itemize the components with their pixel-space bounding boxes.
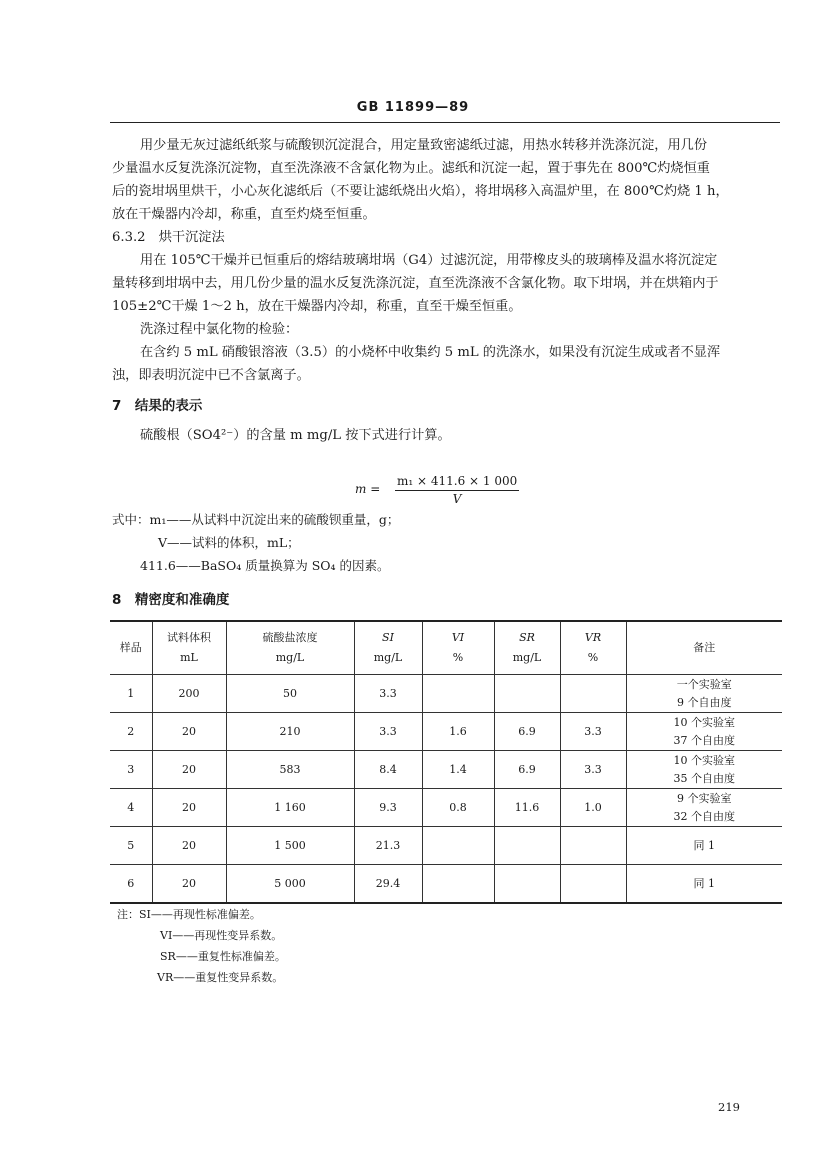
cell-concentration: 1 500 (226, 827, 354, 865)
paragraph-line: 硫酸根（SO4²⁻）的含量 m mg/L 按下式进行计算。 (140, 428, 451, 443)
paragraph-line: 用在 105℃干燥并已恒重后的熔结玻璃坩埚（G4）过滤沉淀，用带橡皮头的玻璃棒及温水将沉淀定 (140, 253, 718, 268)
header-label: VR (584, 631, 602, 644)
table-row (110, 865, 782, 904)
header-sr (494, 621, 560, 675)
paragraph-line: 105±2℃干燥 1～2 h，放在干燥器内冷却，称重，直至干燥至恒重。 (112, 299, 522, 314)
section-8-title: 8 精密度和准确度 (112, 592, 230, 608)
cell-concentration: 583 (226, 751, 354, 789)
table-note: VI——再现性变异系数。 (160, 929, 283, 942)
remark-line: 一个实验室 (676, 677, 732, 691)
header-label: 备注 (693, 641, 716, 654)
table-note: VR——重复性变异系数。 (157, 971, 284, 984)
standard-code-header: GB 11899—89 (356, 100, 470, 115)
remark-line: 10 个实验室 (673, 753, 735, 767)
header-vr (560, 621, 626, 675)
header-unit: mg/L (275, 651, 305, 664)
cell-vi: 1.4 (422, 751, 494, 789)
cell-concentration: 5 000 (226, 865, 354, 904)
cell-vr: 1.0 (560, 789, 626, 827)
header-unit: mg/L (512, 651, 542, 664)
cell-vi (422, 675, 494, 713)
remark-line: 32 个自由度 (673, 809, 735, 823)
table-row (110, 713, 782, 751)
header-unit: % (587, 651, 599, 664)
header-label: SI (382, 631, 394, 644)
remark-line: 9 个自由度 (677, 695, 732, 709)
cell-volume: 20 (152, 751, 226, 789)
header-sample (110, 621, 152, 675)
table-row (110, 751, 782, 789)
table-header-row (110, 621, 782, 675)
paragraph-line: 后的瓷坩埚里烘干，小心灰化滤纸后（不要让滤纸烧出火焰），将坩埚移入高温炉里，在 800℃灼烧 1 h， (112, 184, 729, 199)
section-7-title: 7 结果的表示 (112, 398, 203, 414)
cell-remarks (626, 865, 782, 904)
cell-remarks (626, 751, 782, 789)
cell-remarks (626, 675, 782, 713)
table-row (110, 827, 782, 865)
cell-si: 29.4 (354, 865, 422, 904)
header-rule (110, 122, 780, 123)
cell-vi: 0.8 (422, 789, 494, 827)
header-vi (422, 621, 494, 675)
remark-line: 9 个实验室 (677, 791, 732, 805)
header-label: SR (519, 631, 535, 644)
header-remarks (626, 621, 782, 675)
table-note: SR——重复性标准偏差。 (160, 950, 286, 963)
cell-sample: 6 (110, 865, 152, 904)
cell-sr: 6.9 (494, 713, 560, 751)
cell-vi (422, 865, 494, 904)
header-label: VI (451, 631, 465, 644)
formula-lhs-text: m = (355, 482, 381, 496)
cell-si: 8.4 (354, 751, 422, 789)
remark-line: 10 个实验室 (673, 715, 735, 729)
cell-volume: 20 (152, 865, 226, 904)
paragraph-line: 量转移到坩埚中去，用几份少量的温水反复洗涤沉淀，直至洗涤液不含氯化物。取下坩埚，并在烘箱内于 (112, 276, 719, 291)
cell-volume: 20 (152, 827, 226, 865)
cell-sample: 4 (110, 789, 152, 827)
cell-sr: 11.6 (494, 789, 560, 827)
cell-remarks (626, 789, 782, 827)
table-row (110, 789, 782, 827)
table-note: 注：SI——再现性标准偏差。 (117, 908, 261, 921)
paragraph-line: 用少量无灰过滤纸纸浆与硫酸钡沉淀混合，用定量致密滤纸过滤，用热水转移并洗涤沉淀，用几份 (140, 138, 708, 153)
paragraph-line: 在含约 5 mL 硝酸银溶液（3.5）的小烧杯中收集约 5 mL 的洗涤水，如果没有沉淀生成或者不显浑 (140, 345, 721, 360)
header-concentration (226, 621, 354, 675)
remark-line: 35 个自由度 (673, 771, 735, 785)
cell-sr: 6.9 (494, 751, 560, 789)
formula-lhs (355, 482, 380, 496)
cell-si: 21.3 (354, 827, 422, 865)
cell-vr (560, 865, 626, 904)
cell-volume: 20 (152, 789, 226, 827)
cell-sr (494, 827, 560, 865)
formula-denominator: V (452, 492, 462, 506)
cell-sr (494, 675, 560, 713)
precision-table (110, 620, 782, 904)
header-label: 试料体积 (167, 631, 211, 644)
subsection-title-6-3-2: 6.3.2 烘干沉淀法 (112, 230, 225, 245)
cell-concentration: 210 (226, 713, 354, 751)
cell-vr (560, 827, 626, 865)
header-unit: mg/L (373, 651, 403, 664)
cell-concentration: 1 160 (226, 789, 354, 827)
cell-vi (422, 827, 494, 865)
paragraph-line: 少量温水反复洗涤沉淀物，直至洗涤液不含氯化物为止。滤纸和沉淀一起，置于事先在 800℃灼烧恒重 (112, 161, 710, 176)
cell-sample: 5 (110, 827, 152, 865)
page-number: 219 (718, 1100, 740, 1114)
cell-volume: 200 (152, 675, 226, 713)
remark-line: 同 1 (693, 838, 715, 852)
header-unit: mL (180, 651, 198, 664)
table-row (110, 675, 782, 713)
cell-si: 3.3 (354, 675, 422, 713)
header-si (354, 621, 422, 675)
formula-fraction (395, 474, 519, 506)
cell-vr: 3.3 (560, 713, 626, 751)
paragraph-line: 放在干燥器内冷却，称重，直至灼烧至恒重。 (112, 207, 376, 222)
paragraph-line: 浊，即表明沉淀中已不含氯离子。 (112, 368, 310, 383)
header-volume (152, 621, 226, 675)
cell-si: 9.3 (354, 789, 422, 827)
cell-sr (494, 865, 560, 904)
cell-remarks (626, 827, 782, 865)
header-unit: % (452, 651, 464, 664)
remark-line: 同 1 (693, 876, 715, 890)
where-line: 411.6——BaSO₄ 质量换算为 SO₄ 的因素。 (140, 558, 390, 573)
cell-vi: 1.6 (422, 713, 494, 751)
paragraph-line: 洗涤过程中氯化物的检验： (140, 322, 299, 337)
cell-vr (560, 675, 626, 713)
cell-sample: 2 (110, 713, 152, 751)
where-line: V——试料的体积，mL； (158, 535, 300, 550)
cell-vr: 3.3 (560, 751, 626, 789)
remark-line: 37 个自由度 (673, 733, 735, 747)
where-line: 式中：m₁——从试料中沉淀出来的硫酸钡重量，g； (112, 512, 400, 527)
formula-numerator: m₁ × 411.6 × 1 000 (395, 474, 519, 491)
header-label: 样品 (119, 641, 142, 654)
cell-remarks (626, 713, 782, 751)
cell-volume: 20 (152, 713, 226, 751)
cell-sample: 1 (110, 675, 152, 713)
header-label: 硫酸盐浓度 (262, 631, 318, 644)
cell-si: 3.3 (354, 713, 422, 751)
cell-sample: 3 (110, 751, 152, 789)
cell-concentration: 50 (226, 675, 354, 713)
